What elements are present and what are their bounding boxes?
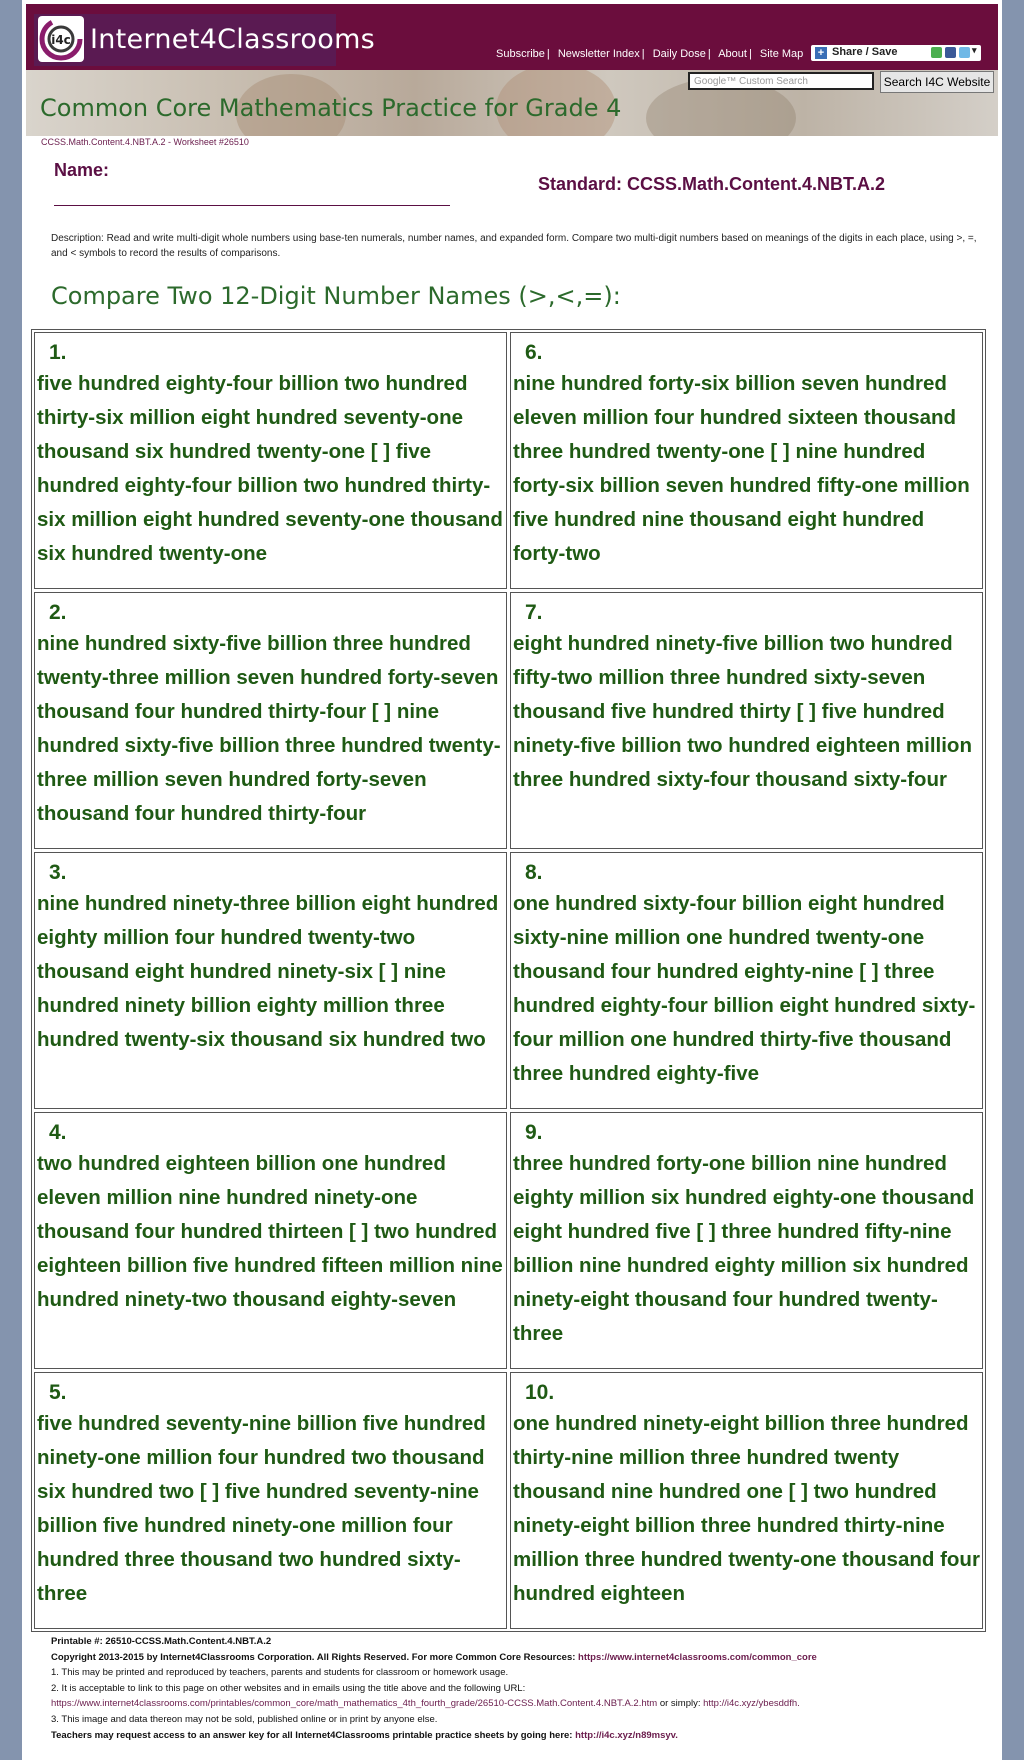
nav-newsletter-index[interactable]: Newsletter Index [557,48,640,60]
short-url-link[interactable]: http://i4c.xyz/ybesddfh. [703,1698,800,1710]
page [22,0,1002,1760]
name-label: Name: [54,160,110,180]
logo-icon [38,16,84,62]
question-text: two hundred eighteen billion one hundred eleven million nine hundred ninety-one thousand four hundred thirteen [ ] two hundred eighteen billion five hundred fifteen million nine hundred ninety-two thousand eighty-seven [37,1152,503,1311]
question-number: 7. [525,601,543,624]
note-2-urls [51,1696,991,1712]
question-cell [34,1112,507,1369]
question-number: 5. [49,1381,67,1404]
share-plus-icon: + [815,47,827,59]
question-text: three hundred forty-one billion nine hundred eighty million six hundred eighty-one thousand eight hundred five [ ] three hundred fifty-nine billion nine hundred eighty million six hundred ninety-eight thousand four hundred twenty-three [513,1152,975,1345]
share-label: Share / Save [832,46,898,58]
question-number: 9. [525,1121,543,1144]
facebook-icon[interactable] [945,47,956,58]
question-cell [510,332,983,589]
nav-site-map[interactable]: Site Map [759,48,804,60]
question-number: 6. [525,341,543,364]
breadcrumb: CCSS.Math.Content.4.NBT.A.2 - Worksheet #26510 [41,137,249,147]
question-cell [510,592,983,849]
dropdown-arrow-icon: ▾ [972,45,977,55]
question-number: 3. [49,861,67,884]
search-input[interactable]: Google™ Custom Search [688,72,874,90]
question-number: 4. [49,1121,67,1144]
nav-daily-dose[interactable]: Daily Dose [652,48,706,60]
page-title: Common Core Mathematics Practice for Grade 4 [40,94,622,122]
question-cell [34,592,507,849]
nav-about[interactable]: About [718,48,747,60]
question-text: five hundred seventy-nine billion five hundred ninety-one million four hundred two thousand six hundred two [ ] five hundred seventy-nine billion five hundred ninety-one million four hundred three thousand two hundred sixty-three [37,1412,486,1605]
logo-icon-text: i4c [51,33,71,47]
question-text: nine hundred sixty-five billion three hundred twenty-three million seven hundred forty-seven thousand four hundred thirty-four [ ] nine hundred sixty-five billion three hundred twenty-three million seven hundred forty-seven thousand four hundred thirty-four [37,632,501,825]
question-cell [510,852,983,1109]
note-2-or-text: or simply: [659,1698,701,1710]
logo-text: Internet4Classrooms [90,24,376,55]
question-cell [34,332,507,589]
question-text: five hundred eighty-four billion two hundred thirty-six million eight hundred seventy-one thousand six hundred twenty-one [ ] five hundred eighty-four billion two hundred thirty-six million eight hundred seventy-one thousand six hundred twenty-one [37,372,503,565]
site-logo[interactable] [34,14,376,66]
question-number: 2. [49,601,67,624]
note-1: 1. This may be printed and reproduced by teachers, parents and students for classroom or homework usage. [51,1667,509,1679]
questions-table [31,329,986,1632]
question-number: 1. [49,341,67,364]
question-number: 10. [525,1381,555,1404]
note-3: 3. This image and data thereon may not be sold, published online or in print by anyone else. [51,1713,438,1725]
name-line [54,205,450,206]
email-share-icon[interactable] [931,47,942,58]
answer-key-line [51,1728,991,1744]
answer-key-text: Teachers may request access to an answer key for all Internet4Classrooms printable practice sheets by going here: [51,1729,573,1741]
question-text: one hundred sixty-four billion eight hundred sixty-nine million one hundred twenty-one thousand four hundred eighty-nine [ ] three hundred eighty-four billion eight hundred sixty-four million one hundred thirty-five thousand three hundred eighty-five [513,892,976,1085]
search-button[interactable]: Search I4C Website [880,71,994,93]
footer [51,1634,991,1743]
common-core-link[interactable]: https://www.internet4classrooms.com/common_core [578,1651,817,1663]
copyright-line [51,1650,991,1666]
nav-subscribe[interactable]: Subscribe [496,48,545,60]
share-save-button[interactable] [811,45,981,61]
question-text: one hundred ninety-eight billion three hundred thirty-nine million three hundred twenty thousand nine hundred one [ ] two hundred ninety-eight billion three hundred thirty-nine million three hundred twenty-one thousand four hundred eighteen [513,1412,980,1605]
question-number: 8. [525,861,543,884]
header-banner [26,4,998,70]
answer-key-link[interactable]: http://i4c.xyz/n89msyv. [575,1729,678,1741]
twitter-icon[interactable] [959,47,970,58]
question-cell [510,1372,983,1629]
worksheet-url-link[interactable]: https://www.internet4classrooms.com/printables/common_core/math_mathematics_4th_fourth_grade/26510-CCSS.Math.Content.4.NBT.A.2.htm [51,1698,658,1710]
question-text: nine hundred ninety-three billion eight hundred eighty million four hundred twenty-two thousand eight hundred ninety-six [ ] nine hundred ninety billion eighty million three hundred twenty-six thousand six hundred two [37,892,499,1051]
description: Description: Read and write multi-digit whole numbers using base-ten numerals, number names, and expanded form. Compare two multi-digit numbers based on meanings of the digits in each place, using >, =, and < symbols to record the results of comparisons. [51,233,977,259]
top-navigation: Subscribe | Newsletter Index | Daily Dose | About | Site Map [496,48,804,60]
copyright-text: Copyright 2013-2015 by Internet4Classrooms Corporation. All Rights Reserved. For more Common Core Resources: [51,1651,576,1663]
standard-label: Standard: CCSS.Math.Content.4.NBT.A.2 [538,174,886,194]
question-cell [510,1112,983,1369]
question-cell [34,852,507,1109]
question-cell [34,1372,507,1629]
question-text: eight hundred ninety-five billion two hundred fifty-two million three hundred sixty-seven thousand five hundred thirty [ ] five hundred ninety-five billion two hundred eighteen million three hundred sixty-four thousand sixty-four [513,632,972,791]
printable-number: Printable #: 26510-CCSS.Math.Content.4.NBT.A.2 [51,1636,272,1647]
question-text: nine hundred forty-six billion seven hundred eleven million four hundred sixteen thousand three hundred twenty-one [ ] nine hundred forty-six billion seven hundred fifty-one million five hundred nine thousand eight hundred forty-two [513,372,970,565]
note-2: 2. It is acceptable to link to this page on other websites and in emails using the title above and the following URL: [51,1682,526,1694]
section-title: Compare Two 12-Digit Number Names (>,<,=): [51,282,621,310]
